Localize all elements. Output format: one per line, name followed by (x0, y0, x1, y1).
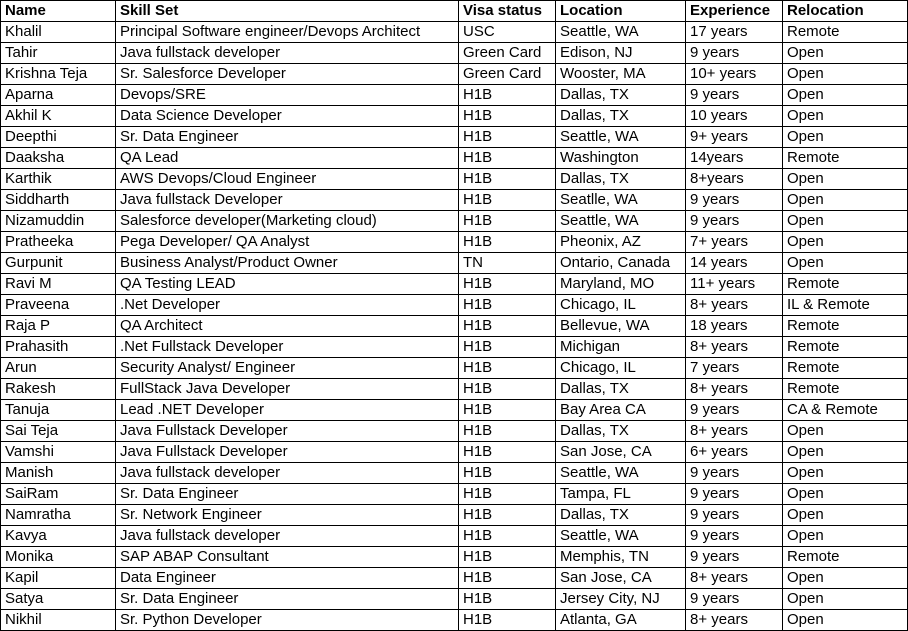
cell-visa-status: H1B (459, 148, 556, 169)
cell-relocation: Open (783, 211, 908, 232)
cell-location: Bay Area CA (556, 400, 686, 421)
cell-relocation: Open (783, 484, 908, 505)
table-row (1, 568, 908, 589)
column-header-skill-set: Skill Set (116, 1, 459, 22)
cell-experience: 9 years (686, 484, 783, 505)
cell-name: Vamshi (1, 442, 116, 463)
cell-visa-status: USC (459, 22, 556, 43)
table-row (1, 421, 908, 442)
cell-visa-status: H1B (459, 589, 556, 610)
cell-name: Tanuja (1, 400, 116, 421)
cell-experience: 9 years (686, 190, 783, 211)
cell-experience: 8+ years (686, 421, 783, 442)
cell-experience: 10 years (686, 106, 783, 127)
table-row (1, 190, 908, 211)
cell-name: Gurpunit (1, 253, 116, 274)
column-header-name: Name (1, 1, 116, 22)
cell-name: Kavya (1, 526, 116, 547)
cell-experience: 8+ years (686, 295, 783, 316)
table-row (1, 43, 908, 64)
cell-relocation: Open (783, 463, 908, 484)
cell-relocation: Open (783, 190, 908, 211)
cell-relocation: Remote (783, 274, 908, 295)
cell-relocation: Open (783, 43, 908, 64)
cell-skill-set: QA Testing LEAD (116, 274, 459, 295)
cell-visa-status: H1B (459, 169, 556, 190)
cell-experience: 11+ years (686, 274, 783, 295)
cell-location: Maryland, MO (556, 274, 686, 295)
cell-location: Seattle, WA (556, 127, 686, 148)
cell-skill-set: Java Fullstack Developer (116, 442, 459, 463)
cell-location: Dallas, TX (556, 505, 686, 526)
cell-skill-set: Sr. Data Engineer (116, 589, 459, 610)
cell-skill-set: .Net Fullstack Developer (116, 337, 459, 358)
cell-name: Pratheeka (1, 232, 116, 253)
cell-name: Karthik (1, 169, 116, 190)
cell-location: Dallas, TX (556, 379, 686, 400)
cell-skill-set: AWS Devops/Cloud Engineer (116, 169, 459, 190)
cell-experience: 7+ years (686, 232, 783, 253)
cell-experience: 9+ years (686, 127, 783, 148)
cell-location: Seattle, WA (556, 211, 686, 232)
cell-skill-set: Java fullstack developer (116, 526, 459, 547)
cell-experience: 7 years (686, 358, 783, 379)
cell-visa-status: H1B (459, 610, 556, 631)
table-row (1, 484, 908, 505)
cell-visa-status: H1B (459, 463, 556, 484)
cell-relocation: CA & Remote (783, 400, 908, 421)
cell-experience: 6+ years (686, 442, 783, 463)
table-row (1, 106, 908, 127)
table-row (1, 295, 908, 316)
cell-name: Manish (1, 463, 116, 484)
table-row (1, 316, 908, 337)
cell-name: Tahir (1, 43, 116, 64)
cell-relocation: Remote (783, 316, 908, 337)
table-row (1, 505, 908, 526)
cell-experience: 8+ years (686, 568, 783, 589)
cell-location: Atlanta, GA (556, 610, 686, 631)
cell-location: Tampa, FL (556, 484, 686, 505)
cell-relocation: Open (783, 64, 908, 85)
table-row (1, 85, 908, 106)
table-row (1, 589, 908, 610)
cell-name: Siddharth (1, 190, 116, 211)
cell-experience: 14 years (686, 253, 783, 274)
cell-relocation: Remote (783, 547, 908, 568)
cell-visa-status: H1B (459, 274, 556, 295)
cell-skill-set: Java fullstack developer (116, 463, 459, 484)
cell-name: Krishna Teja (1, 64, 116, 85)
cell-experience: 18 years (686, 316, 783, 337)
table-row (1, 463, 908, 484)
cell-skill-set: Security Analyst/ Engineer (116, 358, 459, 379)
cell-name: Monika (1, 547, 116, 568)
cell-skill-set: .Net Developer (116, 295, 459, 316)
cell-name: Prahasith (1, 337, 116, 358)
cell-experience: 8+ years (686, 610, 783, 631)
cell-skill-set: Salesforce developer(Marketing cloud) (116, 211, 459, 232)
cell-experience: 8+ years (686, 379, 783, 400)
cell-visa-status: H1B (459, 547, 556, 568)
cell-skill-set: Data Science Developer (116, 106, 459, 127)
cell-relocation: Open (783, 106, 908, 127)
cell-visa-status: H1B (459, 442, 556, 463)
cell-location: San Jose, CA (556, 568, 686, 589)
cell-experience: 17 years (686, 22, 783, 43)
cell-visa-status: Green Card (459, 64, 556, 85)
cell-skill-set: Sr. Python Developer (116, 610, 459, 631)
cell-visa-status: H1B (459, 505, 556, 526)
table-row (1, 358, 908, 379)
column-header-experience: Experience (686, 1, 783, 22)
cell-name: Ravi M (1, 274, 116, 295)
cell-location: Memphis, TN (556, 547, 686, 568)
cell-experience: 9 years (686, 505, 783, 526)
cell-relocation: Open (783, 568, 908, 589)
table-row (1, 337, 908, 358)
cell-skill-set: Java fullstack developer (116, 43, 459, 64)
cell-skill-set: Sr. Data Engineer (116, 127, 459, 148)
cell-location: Jersey City, NJ (556, 589, 686, 610)
table-row (1, 232, 908, 253)
cell-name: Sai Teja (1, 421, 116, 442)
cell-experience: 10+ years (686, 64, 783, 85)
cell-skill-set: SAP ABAP Consultant (116, 547, 459, 568)
cell-visa-status: H1B (459, 358, 556, 379)
cell-location: Seattle, WA (556, 22, 686, 43)
cell-location: Washington (556, 148, 686, 169)
cell-visa-status: H1B (459, 211, 556, 232)
table-row (1, 169, 908, 190)
cell-location: Dallas, TX (556, 169, 686, 190)
cell-visa-status: H1B (459, 85, 556, 106)
table-row (1, 547, 908, 568)
cell-experience: 9 years (686, 547, 783, 568)
cell-location: Seattle, WA (556, 526, 686, 547)
column-header-visa-status: Visa status (459, 1, 556, 22)
cell-visa-status: TN (459, 253, 556, 274)
cell-relocation: Open (783, 169, 908, 190)
cell-name: Aparna (1, 85, 116, 106)
cell-skill-set: Java fullstack Developer (116, 190, 459, 211)
cell-name: Arun (1, 358, 116, 379)
table-row (1, 211, 908, 232)
cell-visa-status: H1B (459, 127, 556, 148)
cell-visa-status: H1B (459, 232, 556, 253)
cell-experience: 8+ years (686, 337, 783, 358)
cell-location: Edison, NJ (556, 43, 686, 64)
cell-relocation: Open (783, 442, 908, 463)
cell-location: Wooster, MA (556, 64, 686, 85)
cell-visa-status: H1B (459, 106, 556, 127)
header-row (1, 1, 908, 22)
cell-location: Chicago, IL (556, 295, 686, 316)
cell-experience: 9 years (686, 43, 783, 64)
cell-location: Ontario, Canada (556, 253, 686, 274)
cell-visa-status: H1B (459, 421, 556, 442)
cell-name: Khalil (1, 22, 116, 43)
cell-name: Rakesh (1, 379, 116, 400)
cell-name: Deepthi (1, 127, 116, 148)
column-header-relocation: Relocation (783, 1, 908, 22)
cell-relocation: Remote (783, 337, 908, 358)
cell-relocation: Open (783, 421, 908, 442)
cell-relocation: Remote (783, 22, 908, 43)
cell-skill-set: Pega Developer/ QA Analyst (116, 232, 459, 253)
cell-location: Michigan (556, 337, 686, 358)
cell-visa-status: H1B (459, 316, 556, 337)
cell-visa-status: H1B (459, 379, 556, 400)
cell-skill-set: QA Lead (116, 148, 459, 169)
cell-name: Satya (1, 589, 116, 610)
cell-skill-set: Business Analyst/Product Owner (116, 253, 459, 274)
table-row (1, 22, 908, 43)
cell-experience: 9 years (686, 589, 783, 610)
cell-location: Seattle, WA (556, 463, 686, 484)
cell-visa-status: H1B (459, 400, 556, 421)
table-row (1, 274, 908, 295)
column-header-location: Location (556, 1, 686, 22)
cell-experience: 9 years (686, 526, 783, 547)
cell-visa-status: H1B (459, 526, 556, 547)
cell-skill-set: Data Engineer (116, 568, 459, 589)
cell-name: Daaksha (1, 148, 116, 169)
table-row (1, 400, 908, 421)
cell-experience: 9 years (686, 463, 783, 484)
cell-location: Seatlle, WA (556, 190, 686, 211)
table-row (1, 148, 908, 169)
cell-skill-set: Principal Software engineer/Devops Architect (116, 22, 459, 43)
cell-relocation: IL & Remote (783, 295, 908, 316)
cell-relocation: Open (783, 610, 908, 631)
cell-relocation: Open (783, 589, 908, 610)
cell-skill-set: Sr. Data Engineer (116, 484, 459, 505)
cell-visa-status: H1B (459, 484, 556, 505)
table-row (1, 379, 908, 400)
cell-location: Pheonix, AZ (556, 232, 686, 253)
cell-skill-set: Java Fullstack Developer (116, 421, 459, 442)
cell-skill-set: Lead .NET Developer (116, 400, 459, 421)
cell-skill-set: QA Architect (116, 316, 459, 337)
cell-skill-set: Devops/SRE (116, 85, 459, 106)
cell-name: Nizamuddin (1, 211, 116, 232)
table-row (1, 442, 908, 463)
cell-skill-set: FullStack Java Developer (116, 379, 459, 400)
cell-visa-status: H1B (459, 190, 556, 211)
cell-visa-status: H1B (459, 568, 556, 589)
cell-name: Akhil K (1, 106, 116, 127)
cell-relocation: Open (783, 505, 908, 526)
cell-name: Nikhil (1, 610, 116, 631)
cell-visa-status: Green Card (459, 43, 556, 64)
cell-location: Dallas, TX (556, 85, 686, 106)
cell-relocation: Remote (783, 148, 908, 169)
table-row (1, 253, 908, 274)
cell-experience: 9 years (686, 400, 783, 421)
cell-name: Raja P (1, 316, 116, 337)
cell-relocation: Open (783, 253, 908, 274)
table-row (1, 526, 908, 547)
cell-visa-status: H1B (459, 295, 556, 316)
table-row (1, 127, 908, 148)
cell-relocation: Open (783, 127, 908, 148)
cell-visa-status: H1B (459, 337, 556, 358)
cell-name: Praveena (1, 295, 116, 316)
cell-experience: 9 years (686, 85, 783, 106)
cell-name: Namratha (1, 505, 116, 526)
cell-location: Dallas, TX (556, 421, 686, 442)
cell-name: Kapil (1, 568, 116, 589)
cell-relocation: Open (783, 526, 908, 547)
cell-relocation: Open (783, 85, 908, 106)
cell-relocation: Remote (783, 358, 908, 379)
cell-location: Bellevue, WA (556, 316, 686, 337)
cell-experience: 9 years (686, 211, 783, 232)
cell-location: Dallas, TX (556, 106, 686, 127)
cell-experience: 14years (686, 148, 783, 169)
cell-location: Chicago, IL (556, 358, 686, 379)
cell-relocation: Remote (783, 379, 908, 400)
cell-name: SaiRam (1, 484, 116, 505)
table-row (1, 64, 908, 85)
cell-experience: 8+years (686, 169, 783, 190)
cell-location: San Jose, CA (556, 442, 686, 463)
cell-skill-set: Sr. Salesforce Developer (116, 64, 459, 85)
cell-relocation: Open (783, 232, 908, 253)
table-body (1, 22, 908, 631)
table-row (1, 610, 908, 631)
cell-skill-set: Sr. Network Engineer (116, 505, 459, 526)
